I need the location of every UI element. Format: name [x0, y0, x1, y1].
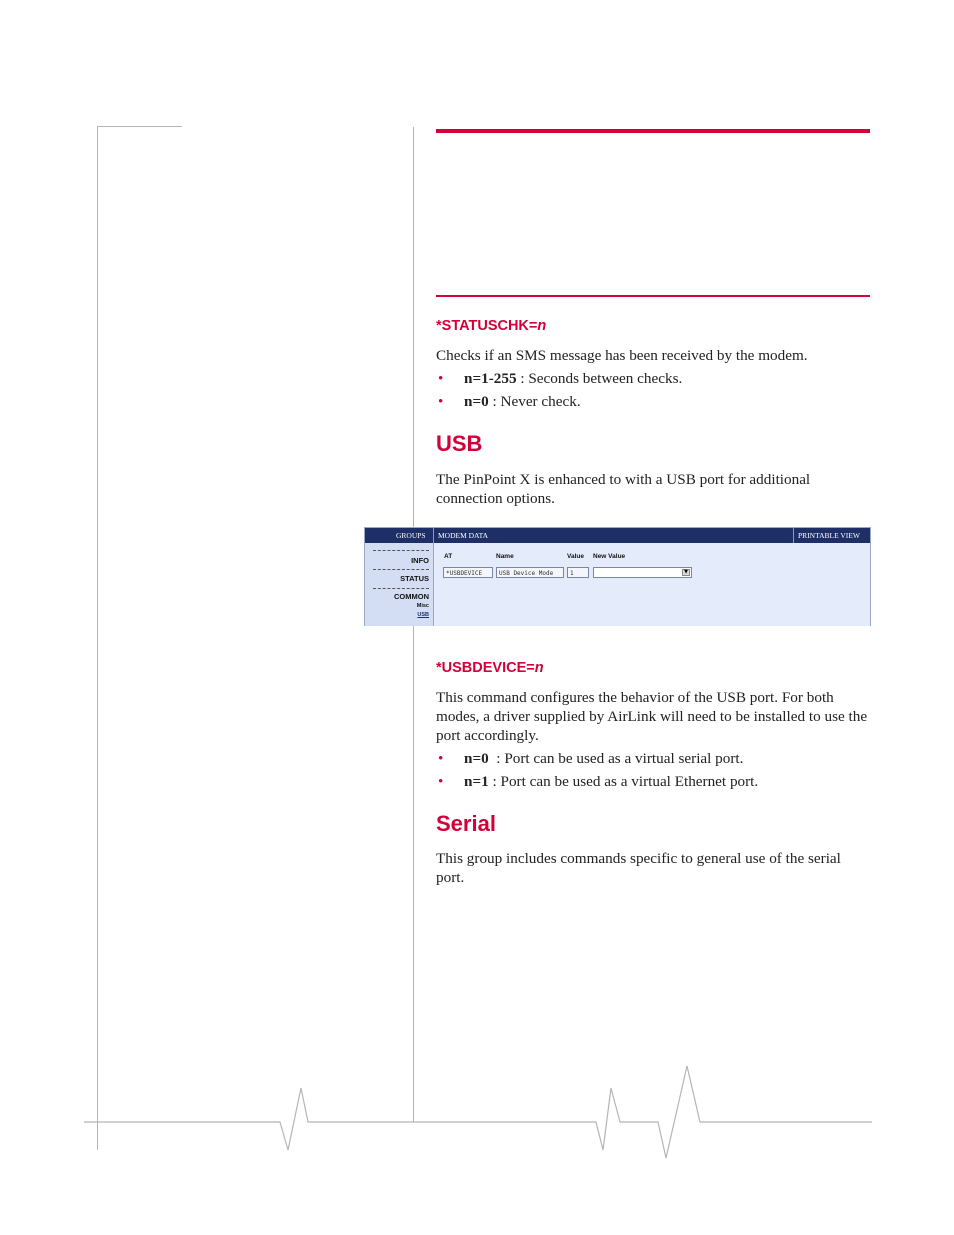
list-item: • n=1-255 : Seconds between checks.	[438, 370, 683, 387]
left-margin-line	[97, 127, 98, 1150]
usbdevice-description: This command configures the behavior of the USB port. For both modes, a driver supplied by AirLink will need to be installed to use the port accordingly.	[436, 689, 868, 744]
statuschk-description: Checks if an SMS message has been received by the modem.	[436, 347, 808, 364]
column-value: Value	[567, 553, 584, 560]
top-left-corner-line	[97, 126, 182, 127]
list-item: • n=0 : Port can be used as a virtual serial port.	[438, 750, 744, 767]
modem-data-label: MODEM DATA	[438, 531, 489, 540]
modem-data-screenshot	[364, 527, 871, 626]
usbdevice-command: *USBDEVICE=n	[436, 660, 544, 676]
section-red-rule	[436, 295, 870, 297]
chevron-down-icon[interactable]: ▼	[682, 569, 690, 576]
usbdevice-options	[436, 749, 872, 791]
at-field: *USBDEVICE	[443, 567, 493, 578]
usb-heading: USB	[436, 431, 483, 456]
sidebar-subitem-usb[interactable]: USB	[417, 612, 429, 618]
sidebar-item-status[interactable]: STATUS	[400, 574, 429, 583]
list-item: • n=1 : Port can be used as a virtual Ethernet port.	[438, 773, 759, 790]
printable-view-link[interactable]: PRINTABLE VIEW	[798, 531, 860, 540]
column-at: AT	[444, 553, 453, 560]
sidebar-item-common[interactable]: COMMON	[394, 592, 429, 601]
sidebar-item-info[interactable]: INFO	[411, 556, 429, 565]
list-item: • n=0 : Never check.	[438, 393, 581, 410]
name-field: USB Device Mode	[496, 567, 564, 578]
statuschk-options	[436, 369, 872, 411]
value-field: 1	[567, 567, 589, 578]
screenshot-topbar	[365, 528, 870, 543]
usb-intro: The PinPoint X is enhanced to with a USB port for additional connection options.	[436, 471, 811, 507]
top-red-rule	[436, 129, 870, 133]
column-new-value: New Value	[593, 553, 626, 560]
column-name: Name	[496, 553, 514, 560]
serial-heading: Serial	[436, 811, 496, 836]
serial-intro: This group includes commands specific to general use of the serial port.	[436, 850, 841, 886]
footer-waveform	[84, 1060, 874, 1165]
statuschk-command: *STATUSCHK=n	[436, 318, 547, 334]
groups-sidebar	[365, 543, 434, 626]
groups-label: GROUPS	[396, 531, 426, 540]
sidebar-subitem-misc[interactable]: Misc	[416, 603, 429, 609]
new-value-select[interactable]	[593, 567, 692, 578]
